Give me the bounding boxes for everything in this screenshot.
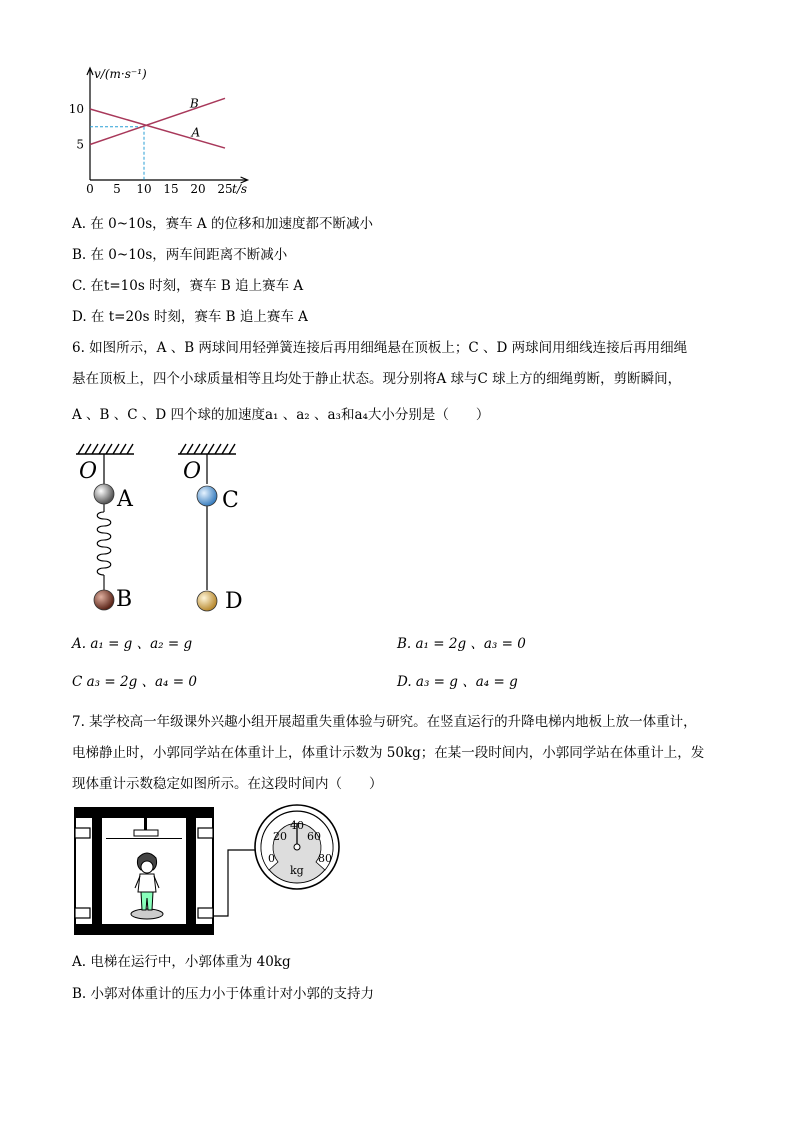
q6-stem-line2: 悬在顶板上，四个小球质量相等且均处于静止状态。现分别将A 球与C 球上方的细绳剪断，剪断瞬间，	[72, 371, 682, 387]
ball-a	[94, 484, 114, 504]
q7-option-b: B. 小郭对体重计的压力小于体重计对小郭的支持力	[72, 986, 375, 1002]
scale-0: 0	[268, 852, 275, 865]
scale-20: 20	[273, 830, 287, 843]
spring-string-figure	[70, 440, 270, 620]
ball-d	[197, 591, 217, 611]
spring	[97, 504, 111, 590]
y-tick-label: 10	[68, 102, 84, 116]
q5-option-c: C. 在t=10s 时刻，赛车 B 追上赛车 A	[72, 278, 304, 294]
q7-stem-line1: 7. 某学校高一年级课外兴趣小组开展超重失重体验与研究。在竖直运行的升降电梯内地板上放一体重计，	[72, 714, 697, 730]
vt-chart	[60, 62, 280, 202]
ceiling-right	[178, 444, 236, 454]
x-tick-label: 0	[86, 182, 94, 196]
ceiling-left	[76, 444, 134, 454]
person-figure	[131, 853, 163, 919]
x-tick-label: 5	[113, 182, 121, 196]
scale-40: 40	[290, 819, 304, 832]
q6-option-d: D. a₃ = g 、a₄ = g	[397, 674, 518, 690]
x-tick-label: 10	[136, 182, 152, 196]
q5-option-d: D. 在 t=20s 时刻，赛车 B 追上赛车 A	[72, 309, 308, 325]
x-tick-label: 20	[190, 182, 206, 196]
series-line-a	[90, 109, 225, 148]
y-axis-label: v/(m·s⁻¹)	[94, 67, 147, 81]
label-o-right: O	[183, 459, 202, 484]
q7-stem-line3: 现体重计示数稳定如图所示。在这段时间内（ ）	[72, 776, 383, 792]
q6-option-b: B. a₁ = 2g 、a₃ = 0	[397, 636, 526, 652]
q6-option-a: A. a₁ = g 、a₂ = g	[72, 636, 193, 652]
scale-80: 80	[318, 852, 332, 865]
ball-c	[197, 486, 217, 506]
scale-60: 60	[307, 830, 321, 843]
scale-unit: kg	[290, 864, 304, 877]
series-label-a: A	[191, 125, 201, 140]
q6-stem-line3: A 、B 、C 、D 四个球的加速度a₁ 、a₂ 、a₃和a₄大小分别是（ ）	[72, 407, 490, 423]
label-b: B	[116, 587, 133, 612]
series-label-b: B	[189, 96, 199, 111]
label-a: A	[117, 487, 133, 512]
q7-option-a: A. 电梯在运行中，小郭体重为 40kg	[72, 954, 291, 970]
label-d: D	[225, 589, 243, 614]
y-tick-label: 5	[76, 137, 84, 152]
ball-b	[94, 590, 114, 610]
q6-option-c: C a₃ = 2g 、a₄ = 0	[72, 674, 197, 690]
q7-stem-line2: 电梯静止时，小郭同学站在体重计上，体重计示数为 50kg；在某一段时间内，小郭同学站在体重计上，发	[72, 745, 705, 761]
x-tick-label: 15	[163, 182, 179, 196]
series-line-b	[90, 98, 225, 144]
elevator-figure	[72, 802, 352, 940]
q5-option-a: A. 在 0~10s，赛车 A 的位移和加速度都不断减小	[72, 216, 373, 232]
q6-stem-line1: 6. 如图所示，A 、B 两球间用轻弹簧连接后再用细绳悬在顶板上；C 、D 两球间用细线连接后再用细绳	[72, 340, 688, 356]
x-axis-label: t/s	[232, 182, 248, 196]
q5-option-b: B. 在 0~10s，两车间距离不断减小	[72, 247, 288, 263]
x-tick-label: 25	[217, 182, 233, 196]
label-c: C	[222, 488, 239, 513]
label-o-left: O	[79, 459, 98, 484]
